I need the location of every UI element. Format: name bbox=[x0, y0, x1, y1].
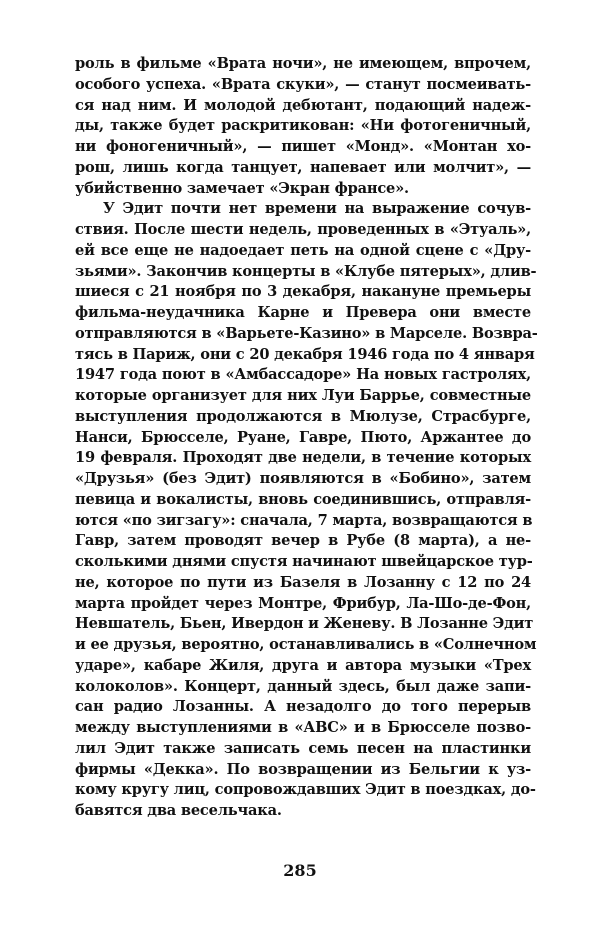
text-line: Нанси, Брюсселе, Руане, Гавре, Пюто, Аржантее до bbox=[75, 428, 531, 446]
text-line: между выступлениями в «АВС» и в Брюсселе позво- bbox=[75, 719, 531, 736]
text-line: У Эдит почти нет времени на выражение сочув- bbox=[103, 200, 531, 218]
text-line: которые организует для них Луи Баррье, совместные bbox=[75, 387, 531, 404]
text-line: отправляются в «Варьете-Казино» в Марселе. Возвра- bbox=[75, 324, 538, 342]
page-number: 285 bbox=[283, 861, 317, 880]
text-line: марта пройдет через Монтре, Фрибур, Ла-Шо-де-Фон, bbox=[75, 594, 531, 612]
text-line: Гавр, затем проводят вечер в Рубе (8 марта), а не- bbox=[75, 532, 531, 550]
text-line: бавятся два весельчака. bbox=[75, 802, 282, 819]
text-line: рош, лишь когда танцует, напевает или молчит», — bbox=[75, 158, 531, 176]
text-line: тясь в Париж, они с 20 декабря 1946 года по 4 января bbox=[75, 345, 535, 363]
text-line: Невшатель, Бьен, Ивердон и Женеву. В Лозанне Эдит bbox=[75, 615, 534, 633]
text-line: шиеся с 21 ноября по 3 декабря, накануне премьеры bbox=[75, 283, 531, 301]
text-line: ды, также будет раскритикован: «Ни фотогеничный, bbox=[75, 117, 531, 135]
page-body-text bbox=[75, 54, 538, 822]
text-line: ся над ним. И молодой дебютант, подающий надеж- bbox=[75, 96, 531, 114]
text-line: роль в фильме «Врата ночи», не имеющем, впрочем, bbox=[75, 55, 531, 72]
text-line: фильма-неудачника Карне и Превера они вместе bbox=[75, 304, 531, 321]
text-line: лил Эдит также записать семь песен на пластинки bbox=[75, 739, 531, 757]
text-line: сан радио Лозанны. А незадолго до того перерыв bbox=[75, 698, 531, 716]
text-line: колоколов». Концерт, данный здесь, был даже запи- bbox=[75, 677, 531, 695]
text-line: и ее друзья, вероятно, останавливались в «Солнечном bbox=[75, 636, 537, 653]
text-line: ей все еще не надоедает петь на одной сцене с «Дру- bbox=[75, 241, 531, 259]
text-line: 19 февраля. Проходят две недели, в течение которых bbox=[75, 449, 531, 467]
text-line: кому кругу лиц, сопровождавших Эдит в поездках, до- bbox=[75, 781, 536, 799]
text-line: особого успеха. «Врата скуки», — станут посмеивать- bbox=[75, 75, 531, 93]
text-line: 1947 года поют в «Амбассадоре» На новых гастролях, bbox=[75, 366, 531, 384]
text-line: сколькими днями спустя начинают швейцарское тур- bbox=[75, 553, 533, 570]
text-line: певица и вокалисты, вновь соединившись, отправля- bbox=[75, 490, 531, 508]
text-line: не, которое по пути из Базеля в Лозанну с 12 по 24 bbox=[75, 573, 531, 591]
text-line: ни фоногеничный», — пишет «Монд». «Монтан хо- bbox=[75, 138, 531, 155]
text-line: ударе», кабаре Жиля, друга и автора музыки «Трех bbox=[75, 656, 531, 674]
text-line: ствия. После шести недель, проведенных в «Этуаль», bbox=[75, 221, 531, 238]
text-line: убийственно замечает «Экран франсе». bbox=[75, 179, 409, 197]
text-line: зьями». Закончив концерты в «Клубе пятерых», длив- bbox=[75, 262, 537, 280]
text-line: ются «по зигзагу»: сначала, 7 марта, возвращаются в bbox=[75, 511, 533, 529]
text-line: фирмы «Декка». По возвращении из Бельгии к уз- bbox=[75, 760, 531, 778]
text-line: выступления продолжаются в Мюлузе, Страсбурге, bbox=[75, 407, 531, 425]
text-line: «Друзья» (без Эдит) появляются в «Бобино», затем bbox=[75, 470, 531, 487]
